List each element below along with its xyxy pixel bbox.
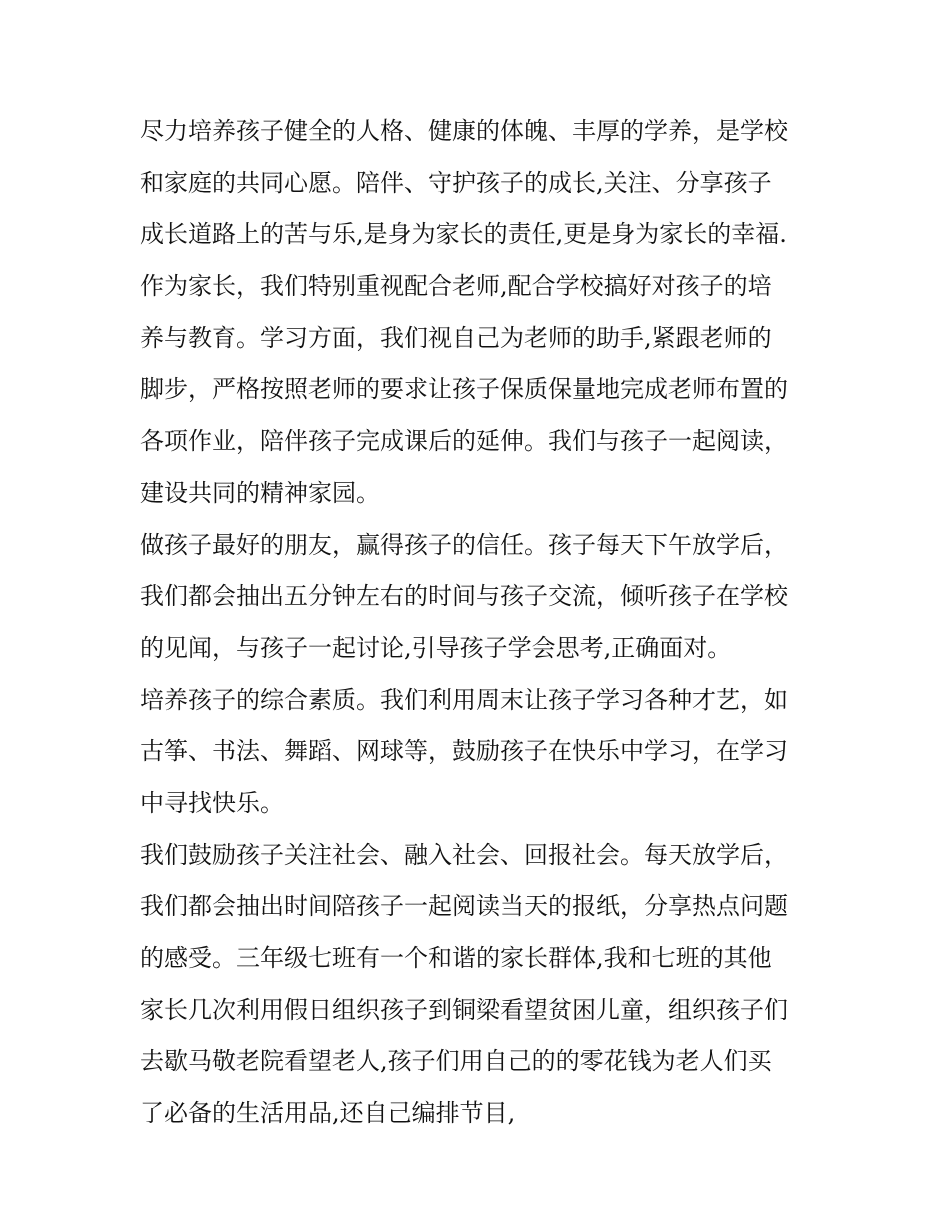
text-line: 中寻找快乐。 xyxy=(140,788,284,817)
text-line: 古筝、书法、舞蹈、网球等，鼓励孩子在快乐中学习，在学习 xyxy=(140,737,788,766)
text-line: 我们都会抽出五分钟左右的时间与孩子交流，倾听孩子在学校 xyxy=(140,582,788,611)
text-line: 去歇马敬老院看望老人,孩子们用自己的的零花钱为老人们买 xyxy=(140,1047,772,1076)
text-line: 了必备的生活用品,还自己编排节目, xyxy=(140,1099,516,1128)
text-line: 的感受。三年级七班有一个和谐的家长群体,我和七班的其他 xyxy=(140,944,772,972)
text-line: 各项作业，陪伴孩子完成课后的延伸。我们与孩子一起阅读， xyxy=(140,427,788,456)
text-line: 作为家长，我们特别重视配合老师,配合学校搞好对孩子的培 xyxy=(140,272,772,301)
text-line: 我们都会抽出时间陪孩子一起阅读当天的报纸，分享热点问题 xyxy=(140,892,788,921)
text-line: 培养孩子的综合素质。我们利用周末让孩子学习各种才艺，如 xyxy=(140,685,788,714)
text-line: 和家庭的共同心愿。陪伴、守护孩子的成长,关注、分享孩子 xyxy=(140,168,772,197)
text-line: 尽力培养孩子健全的人格、健康的体魄、丰厚的学养，是学校 xyxy=(140,117,788,145)
text-line: 建设共同的精神家园。 xyxy=(140,478,380,507)
text-line: 养与教育。学习方面，我们视自己为老师的助手,紧跟老师的 xyxy=(140,323,772,352)
text-line: 家长几次利用假日组织孩子到铜梁看望贫困儿童，组织孩子们 xyxy=(140,995,788,1024)
document-body xyxy=(140,106,830,1140)
text-line: 做孩子最好的朋友，赢得孩子的信任。孩子每天下午放学后， xyxy=(140,530,788,559)
text-line: 我们鼓励孩子关注社会、融入社会、回报社会。每天放学后， xyxy=(140,840,788,869)
text-line: 脚步，严格按照老师的要求让孩子保质保量地完成老师布置的 xyxy=(140,375,788,404)
text-line: 的见闻，与孩子一起讨论,引导孩子学会思考,正确面对。 xyxy=(140,633,732,662)
text-line: 成长道路上的苦与乐,是身为家长的责任,更是身为家长的幸福. xyxy=(140,220,787,249)
